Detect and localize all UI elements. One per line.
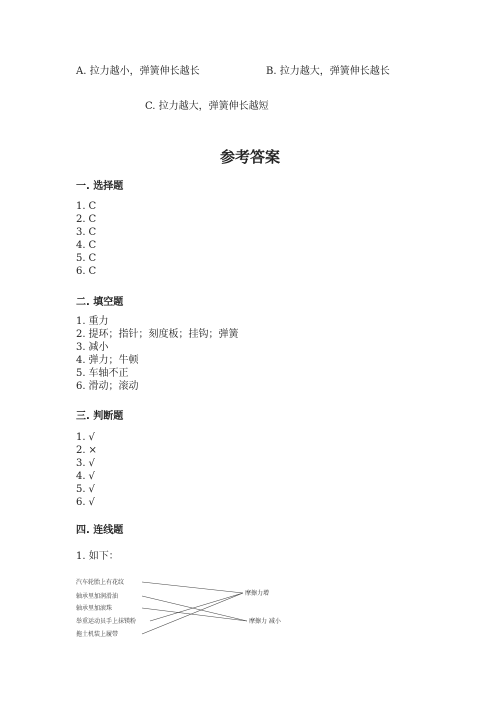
item-number: 6. bbox=[76, 381, 86, 392]
item-number: 2. bbox=[76, 329, 86, 340]
option-a: A. 拉力越小，弹簧伸长越长 bbox=[76, 66, 200, 77]
list-item bbox=[76, 200, 96, 213]
list-item bbox=[76, 496, 97, 509]
section-heading-fill: 二. 填空题 bbox=[76, 297, 124, 308]
item-answer: √ bbox=[88, 497, 95, 508]
list-item bbox=[76, 315, 239, 328]
item-answer: 提环；指针；刻度板；挂钩；弹簧 bbox=[88, 329, 239, 340]
connector-lines bbox=[142, 582, 247, 634]
item-answer: √ bbox=[88, 484, 95, 495]
option-c: C. 拉力越大，弹簧伸长越短 bbox=[145, 101, 269, 112]
item-answer: C bbox=[88, 201, 97, 212]
item-number: 4. bbox=[76, 240, 86, 251]
fill-answer-list bbox=[76, 315, 239, 393]
item-number: 5. bbox=[76, 253, 86, 264]
judge-answer-list bbox=[76, 431, 97, 509]
list-item bbox=[76, 328, 239, 341]
match-left-item: 拖土机装上履带 bbox=[76, 631, 119, 638]
item-answer: × bbox=[88, 445, 97, 456]
section-heading-match: 四. 连线题 bbox=[76, 525, 124, 536]
item-number: 1. bbox=[76, 432, 86, 443]
match-left-item: 轴承里加润滑油 bbox=[76, 593, 119, 600]
item-answer: C bbox=[88, 266, 97, 277]
item-number: 6. bbox=[76, 266, 86, 277]
item-answer: √ bbox=[88, 432, 95, 443]
item-number: 4. bbox=[76, 355, 86, 366]
item-answer: 弹力；牛顿 bbox=[88, 355, 139, 366]
match-left-item: 举重运动员手上抹镁粉 bbox=[76, 618, 137, 625]
list-item bbox=[76, 367, 239, 380]
list-item bbox=[76, 239, 96, 252]
page-title: 参考答案 bbox=[219, 148, 280, 166]
item-number: 2. bbox=[76, 445, 86, 456]
list-item bbox=[76, 380, 239, 393]
item-number: 3. bbox=[76, 227, 86, 238]
match-right-item: 摩擦力 减小 bbox=[249, 618, 281, 625]
item-number: 6. bbox=[76, 497, 86, 508]
item-number: 5. bbox=[76, 368, 86, 379]
item-number: 2. bbox=[76, 214, 86, 225]
list-item bbox=[76, 431, 97, 444]
connector-line bbox=[142, 596, 247, 621]
item-number: 1. bbox=[76, 201, 86, 212]
matching-diagram bbox=[60, 570, 300, 650]
section-heading-choice: 一. 选择题 bbox=[76, 181, 124, 192]
list-item bbox=[76, 354, 239, 367]
list-item bbox=[76, 265, 96, 278]
list-item bbox=[76, 483, 97, 496]
match-left-item: 汽车轮胎上有花纹 bbox=[76, 579, 125, 586]
list-item bbox=[76, 444, 97, 457]
connector-line bbox=[142, 608, 247, 621]
item-number: 4. bbox=[76, 471, 86, 482]
item-answer: 车轴不正 bbox=[88, 368, 129, 379]
option-b: B. 拉力越大，弹簧伸长越长 bbox=[266, 66, 390, 77]
item-answer: 滑动；滚动 bbox=[88, 381, 139, 392]
item-number: 1. bbox=[76, 316, 86, 327]
item-number: 5. bbox=[76, 484, 86, 495]
list-item bbox=[76, 213, 96, 226]
match-right-item: 摩擦力增 bbox=[245, 590, 270, 597]
item-answer: √ bbox=[88, 458, 95, 469]
list-item bbox=[76, 457, 97, 470]
item-answer: C bbox=[88, 253, 97, 264]
item-answer: C bbox=[88, 214, 97, 225]
item-number: 3. bbox=[76, 458, 86, 469]
item-answer: C bbox=[88, 240, 97, 251]
section-heading-judge: 三. 判断题 bbox=[76, 411, 124, 422]
match-left-item: 轴承里加滚珠 bbox=[76, 605, 113, 612]
connector-line bbox=[142, 593, 243, 634]
list-item bbox=[76, 470, 97, 483]
list-item bbox=[76, 341, 239, 354]
choice-answer-list bbox=[76, 200, 96, 278]
list-item bbox=[76, 226, 96, 239]
list-item bbox=[76, 252, 96, 265]
match-intro: 1. 如下： bbox=[76, 551, 119, 562]
item-answer: 减小 bbox=[88, 342, 109, 353]
connector-line bbox=[142, 582, 243, 593]
item-number: 3. bbox=[76, 342, 86, 353]
item-answer: √ bbox=[88, 471, 95, 482]
item-answer: C bbox=[88, 227, 97, 238]
item-answer: 重力 bbox=[88, 316, 109, 327]
